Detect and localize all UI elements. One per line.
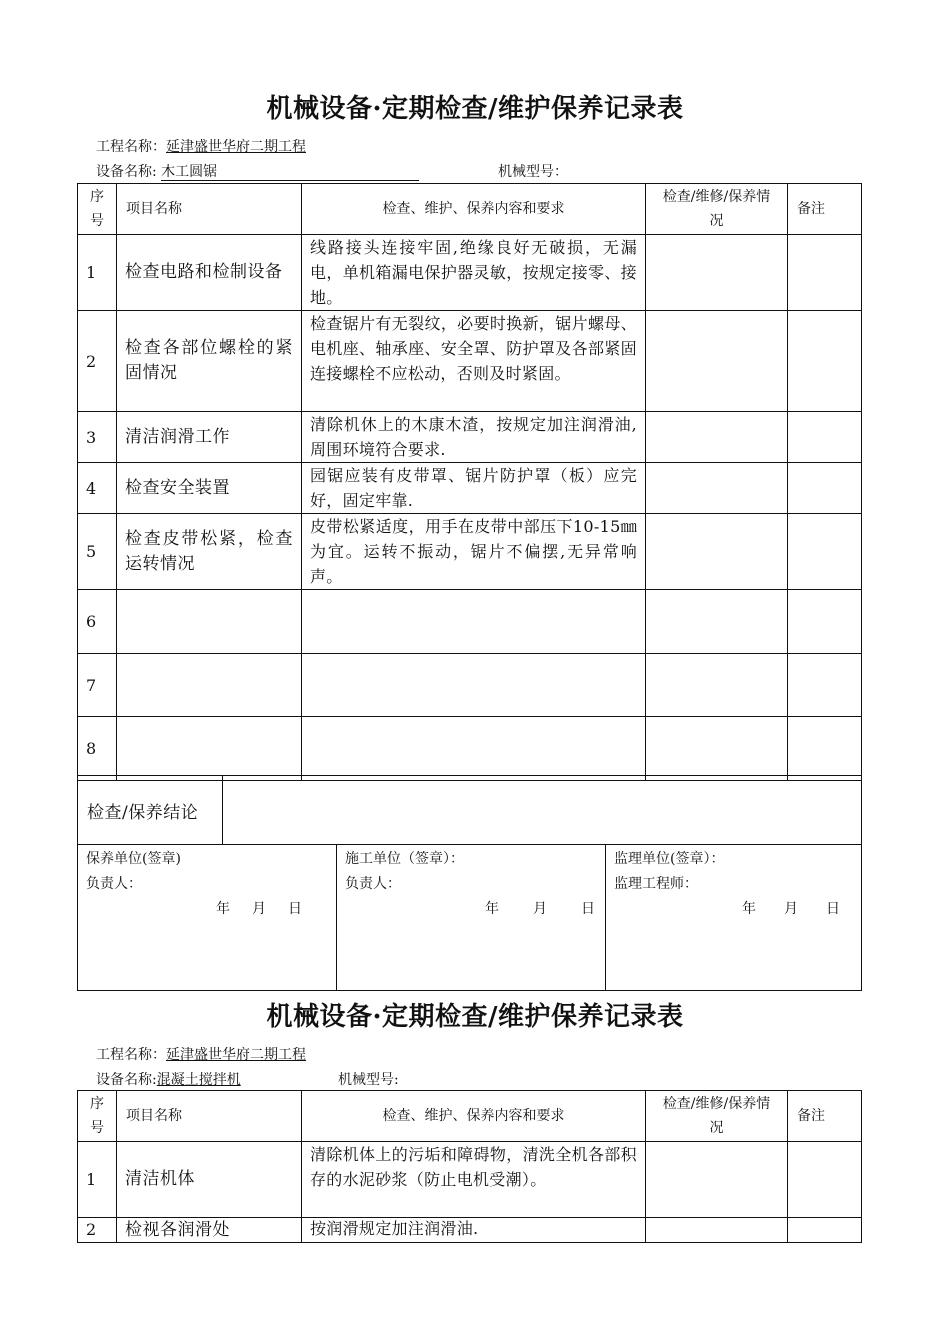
header-remark: 备注 [788,184,862,235]
table-row [78,1142,862,1218]
row-remark[interactable] [788,1218,862,1243]
project-label: 工程名称： [96,1047,166,1063]
row-no: 5 [78,514,117,590]
header-row [78,1091,862,1142]
row-item: 检查电路和检制设备 [117,235,302,311]
form2-record-table [77,1090,862,1243]
header-remark: 备注 [788,1091,862,1142]
row-no: 7 [78,654,117,717]
row-content: 线路接头连接牢固,绝缘良好无破损，无漏电，单机箱漏电保护器灵敏，按规定接零、接地。 [302,235,646,311]
signature-person: 负责人： [345,876,401,892]
row-item: 清洁机体 [117,1142,302,1218]
header-row [78,184,862,235]
conclusion-table [77,775,862,845]
table-row [78,590,862,654]
row-no: 8 [78,717,117,781]
row-content: 按润滑规定加注润滑油. [302,1218,646,1243]
row-status[interactable] [646,590,788,654]
row-remark[interactable] [788,412,862,463]
signature-maintenance[interactable] [78,845,337,991]
header-content: 检查、维护、保养内容和要求 [302,184,646,235]
signature-table [77,844,862,991]
row-status[interactable] [646,717,788,781]
row-item[interactable] [117,590,302,654]
row-item: 检查皮带松紧，检查运转情况 [117,514,302,590]
form2-project-line [96,1044,306,1064]
row-remark[interactable] [788,590,862,654]
row-content: 清除机休上的木康木渣，按规定加注润滑油,周围环境符合要求. [302,412,646,463]
row-remark[interactable] [788,717,862,781]
row-content[interactable] [302,654,646,717]
table-row [78,463,862,514]
row-item[interactable] [117,654,302,717]
signature-unit: 保养单位(签章) [86,851,181,867]
table-row [78,654,862,717]
table-row [78,311,862,412]
row-status[interactable] [646,311,788,412]
header-content: 检查、维护、保养内容和要求 [302,1091,646,1142]
table-row [78,514,862,590]
row-content[interactable] [302,717,646,781]
row-remark[interactable] [788,463,862,514]
signature-date: 年 月 日 [485,901,595,917]
row-status[interactable] [646,1142,788,1218]
row-remark[interactable] [788,1142,862,1218]
row-item[interactable] [117,717,302,781]
form1-title: 机械设备·定期检查/维护保养记录表 [266,94,684,124]
table-row [78,412,862,463]
header-item: 项目名称 [117,1091,302,1142]
row-content: 皮带松紧适度，用手在皮带中部压下10-15㎜为宜。运转不振动，锯片不偏摆,无异常响声。 [302,514,646,590]
row-item: 检视各润滑处 [117,1218,302,1243]
row-content: 园锯应装有皮带罩、锯片防护罩（板）应完好，固定牢靠. [302,463,646,514]
header-item: 项目名称 [117,184,302,235]
form2-title: 机械设备·定期检查/维护保养记录表 [266,1002,684,1032]
conclusion-field[interactable] [223,776,862,845]
row-no: 2 [78,1218,117,1243]
signature-person: 监理工程师： [614,876,698,892]
project-value: 延津盛世华府二期工程 [166,1047,306,1063]
row-remark[interactable] [788,514,862,590]
signature-supervision[interactable] [606,845,862,991]
form1-record-table [77,183,862,781]
table-row [78,717,862,781]
row-item: 检查安全装置 [117,463,302,514]
row-remark[interactable] [788,654,862,717]
table-row [78,235,862,311]
row-status[interactable] [646,235,788,311]
conclusion-label: 检查/保养结论 [78,776,223,845]
form1-project-line [96,136,306,156]
row-remark[interactable] [788,311,862,412]
equipment-label: 设备名称: [96,164,162,180]
row-item: 检查各部位螺栓的紧固情况 [117,311,302,412]
row-content: 检查锯片有无裂纹，必要时换新，锯片螺母、电机座、轴承座、安全罩、防护罩及各部紧固连接螺栓不应松动，否则及时紧固。 [302,311,646,412]
equipment-label: 设备名称: [96,1072,157,1088]
model-label: 机械型号: [338,1072,399,1088]
form1-equipment-line [96,161,419,181]
row-content[interactable] [302,590,646,654]
signature-person: 负责人： [86,876,142,892]
signature-construction[interactable] [337,845,606,991]
row-remark[interactable] [788,235,862,311]
row-content: 清除机体上的污垢和障碍物，清洗全机各部积存的水泥砂浆（防止电机受潮）。 [302,1142,646,1218]
row-status[interactable] [646,463,788,514]
equipment-value: 混凝土搅拌机 [156,1072,241,1088]
project-value: 延津盛世华府二期工程 [166,139,306,155]
header-no: 序号 [78,1091,117,1142]
row-no: 1 [78,1142,117,1218]
row-no: 3 [78,412,117,463]
table-row [78,1218,862,1243]
header-status: 检查/维修/保养情况 [646,1091,788,1142]
row-status[interactable] [646,412,788,463]
signature-date: 年 月 日 [216,901,302,917]
header-no: 序号 [78,184,117,235]
row-status[interactable] [646,654,788,717]
row-no: 1 [78,235,117,311]
row-no: 4 [78,463,117,514]
signature-unit: 施工单位（签章）： [345,851,464,867]
project-label: 工程名称： [96,139,166,155]
row-no: 6 [78,590,117,654]
row-item: 清洁润滑工作 [117,412,302,463]
equipment-value: 木工圆锯 [161,164,419,181]
row-no: 2 [78,311,117,412]
form2-equipment-line [96,1069,241,1089]
header-status: 检查/维修/保养情况 [646,184,788,235]
model-label: 机械型号： [498,164,568,180]
signature-unit: 监理单位(签章）： [614,851,725,867]
signature-date: 年 月 日 [742,901,840,917]
row-status[interactable] [646,1218,788,1243]
row-status[interactable] [646,514,788,590]
